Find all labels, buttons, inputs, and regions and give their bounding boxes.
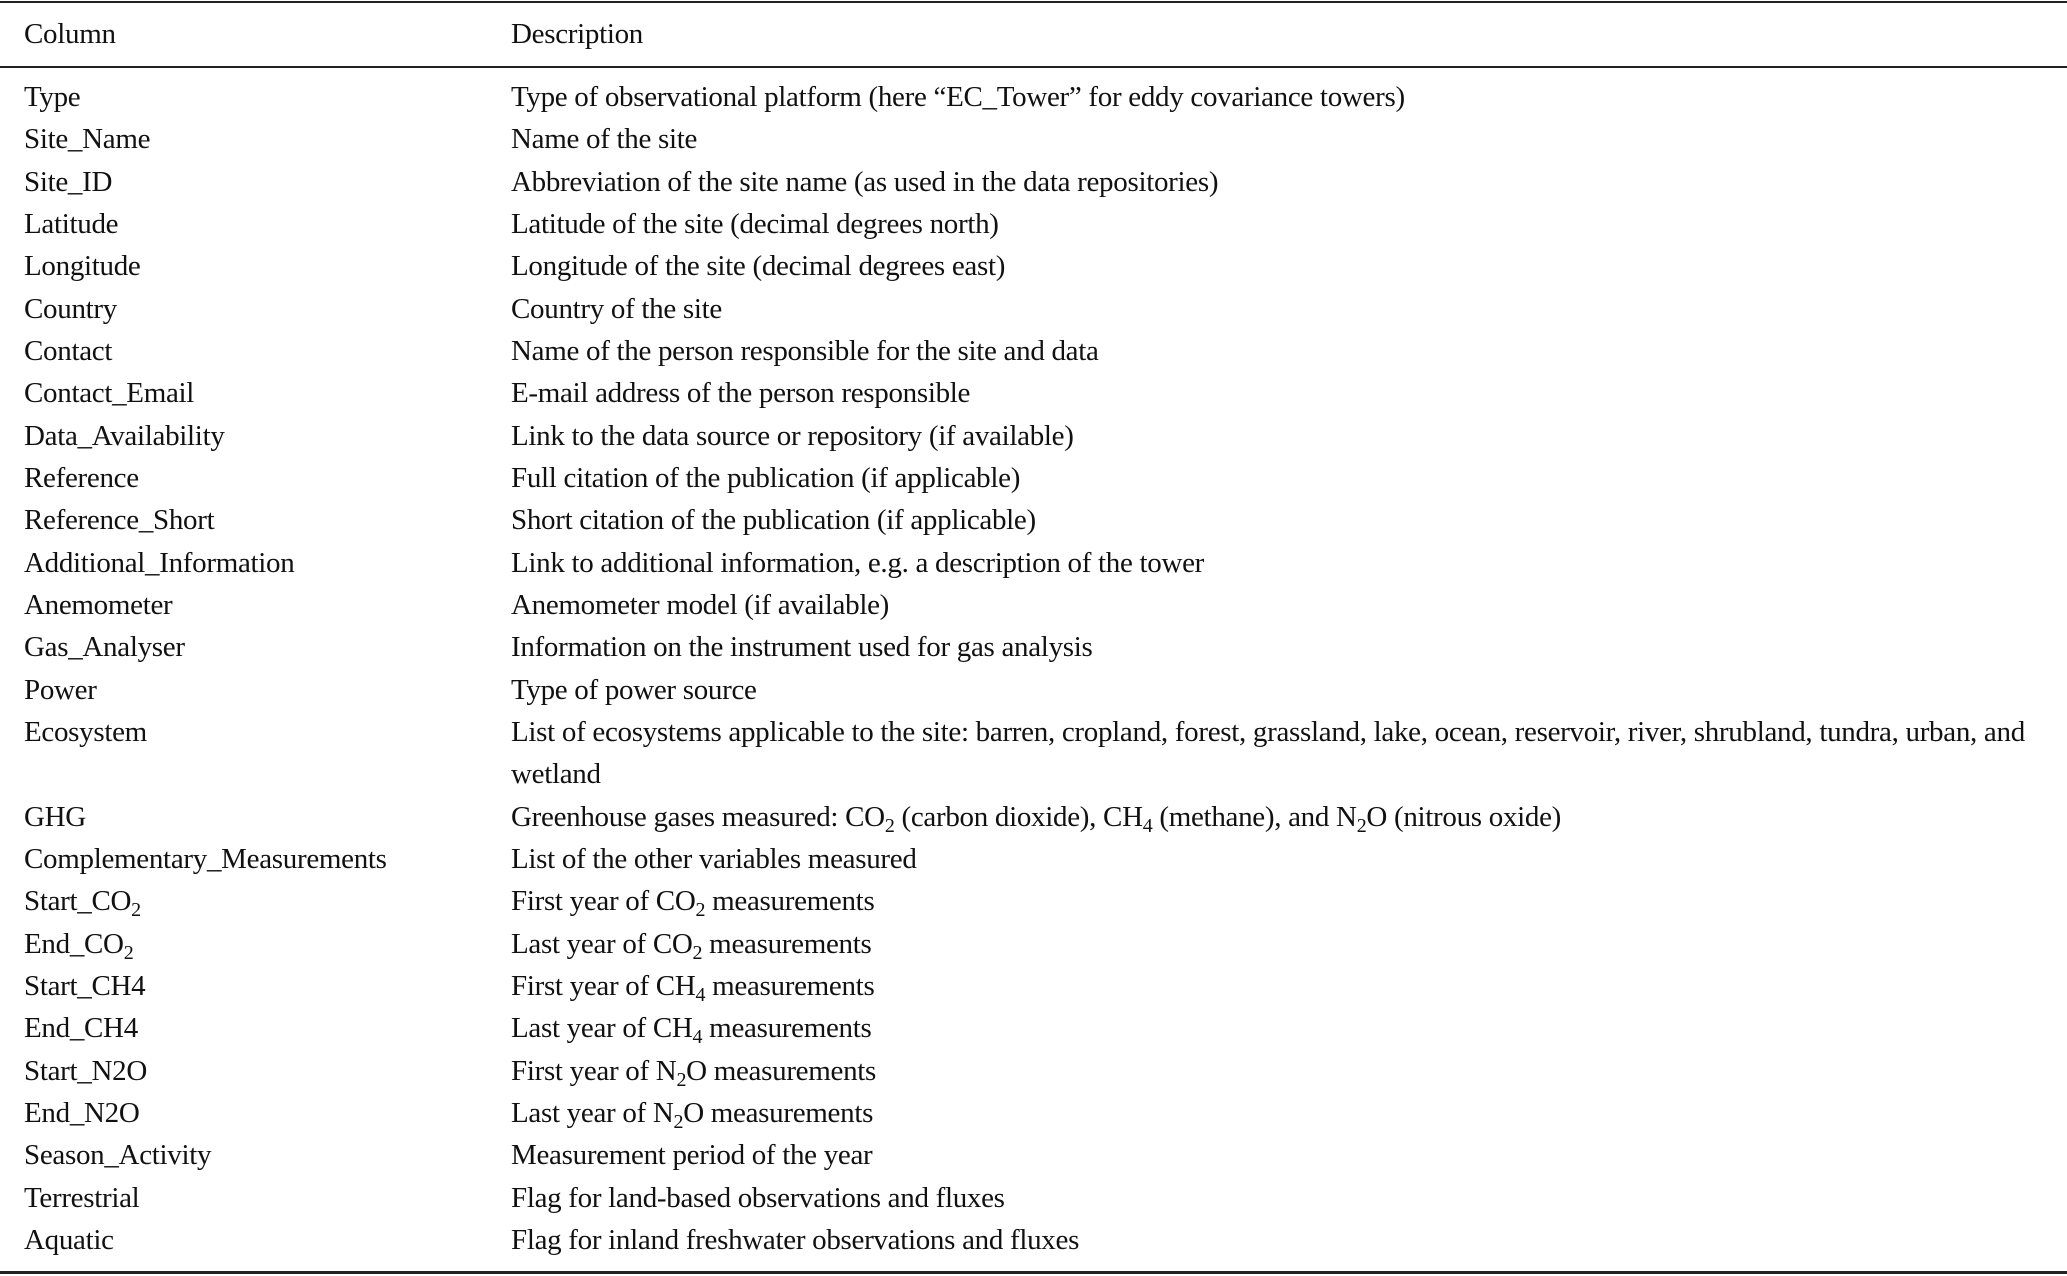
- table-row: [0, 542, 2067, 584]
- table-row: [0, 838, 2067, 880]
- column-name-cell: Site_ID: [24, 165, 113, 198]
- table-row: [0, 1134, 2067, 1176]
- column-name-cell: Data_Availability: [24, 419, 225, 452]
- table-row: [0, 796, 2067, 838]
- table-row: [0, 626, 2067, 668]
- description-cell: Anemometer model (if available): [511, 588, 890, 621]
- description-cell: [511, 880, 2031, 922]
- description-cell: Link to the data source or repository (if available): [511, 419, 1074, 452]
- text-run: measurements: [702, 1012, 872, 1045]
- text-run: O measurements: [683, 1096, 874, 1129]
- description-cell: Longitude of the site (decimal degrees east): [511, 250, 1006, 283]
- description-cell: Short citation of the publication (if applicable): [511, 504, 1036, 537]
- subscript: 4: [695, 983, 706, 1006]
- table-row: [0, 1177, 2067, 1219]
- subscript: 2: [131, 899, 141, 922]
- description-cell: Full citation of the publication (if applicable): [511, 461, 1021, 494]
- column-name-cell: Reference_Short: [24, 504, 215, 537]
- table-row: [0, 245, 2067, 287]
- table-top-rule: [0, 1, 2067, 3]
- text-run: Last year of CH: [511, 1012, 693, 1045]
- column-name-cell: Season_Activity: [24, 1139, 212, 1172]
- table-row: [0, 1092, 2067, 1134]
- table-row: [0, 76, 2067, 118]
- column-name-cell: Contact: [24, 334, 113, 367]
- subscript: 2: [673, 1110, 684, 1133]
- table-row: [0, 203, 2067, 245]
- column-name-cell: Complementary_Measurements: [24, 842, 387, 875]
- table-row: [0, 457, 2067, 499]
- text-run: O (nitrous oxide): [1366, 800, 1562, 833]
- table-row: [0, 1050, 2067, 1092]
- table-row: [0, 118, 2067, 160]
- column-name-cell: Contact_Email: [24, 377, 195, 410]
- text-run: measurements: [705, 885, 875, 918]
- table-row: [0, 669, 2067, 711]
- description-cell: [511, 1092, 2031, 1134]
- description-cell: Flag for inland freshwater observations and fluxes: [511, 1223, 1080, 1256]
- table-row: [0, 923, 2067, 965]
- description-cell: Information on the instrument used for gas analysis: [511, 631, 1093, 664]
- table-row: [0, 965, 2067, 1007]
- column-name-cell: Aquatic: [24, 1223, 114, 1256]
- header-column: Column: [24, 18, 116, 50]
- column-name-cell: Anemometer: [24, 588, 173, 621]
- text-run: Last year of N: [511, 1096, 674, 1129]
- column-name-cell: Latitude: [24, 207, 119, 240]
- description-cell: Name of the site: [511, 123, 698, 156]
- description-cell: Link to additional information, e.g. a description of the tower: [511, 546, 1205, 579]
- subscript: 2: [1356, 814, 1367, 837]
- description-cell: List of ecosystems applicable to the site: barren, cropland, forest, grassland, lake, ocean, reservoir, river, shrubland, tundra, urban, and wetland: [511, 715, 2025, 791]
- description-cell: Flag for land-based observations and fluxes: [511, 1181, 1005, 1214]
- subscript: 4: [692, 1026, 703, 1049]
- subscript: 2: [123, 941, 134, 964]
- table-row: [0, 584, 2067, 626]
- text-run: First year of CO: [511, 885, 696, 918]
- text-run: Greenhouse gases measured: CO: [511, 800, 885, 833]
- text-run: measurements: [705, 969, 875, 1002]
- table-row: [0, 372, 2067, 414]
- table-row: [0, 288, 2067, 330]
- table-bottom-rule: [0, 1271, 2067, 1274]
- column-name-cell: Type: [24, 81, 81, 113]
- description-cell: [511, 796, 2031, 838]
- column-name-cell: Site_Name: [24, 123, 151, 156]
- description-cell: Type of observational platform (here “EC_Tower” for eddy covariance towers): [511, 81, 1405, 113]
- description-cell: [511, 1007, 2031, 1049]
- table-row: [0, 1007, 2067, 1049]
- description-cell: Type of power source: [511, 673, 757, 706]
- column-name-cell: End_N2O: [24, 1096, 140, 1129]
- table-row: [0, 499, 2067, 541]
- table-row: [0, 711, 2067, 796]
- description-cell: Country of the site: [511, 292, 722, 325]
- description-cell: [511, 923, 2031, 965]
- subscript: 2: [692, 941, 703, 964]
- description-cell: [511, 965, 2031, 1007]
- text-run: End_CO: [24, 927, 124, 960]
- subscript: 2: [884, 814, 895, 837]
- table-row: [0, 330, 2067, 372]
- text-run: First year of CH: [511, 969, 696, 1002]
- text-run: (methane), and N: [1152, 800, 1357, 833]
- column-name-cell: GHG: [24, 800, 86, 833]
- column-name-cell: Reference: [24, 461, 139, 494]
- column-name-cell: Start_CH4: [24, 969, 146, 1002]
- column-name-cell: Terrestrial: [24, 1181, 140, 1214]
- text-run: O measurements: [686, 1054, 877, 1087]
- column-name-cell: Ecosystem: [24, 715, 147, 748]
- text-run: Start_CO: [24, 885, 132, 918]
- description-cell: E-mail address of the person responsible: [511, 377, 971, 410]
- text-run: measurements: [702, 927, 872, 960]
- column-name-cell: Longitude: [24, 250, 141, 283]
- description-cell: Abbreviation of the site name (as used in the data repositories): [511, 165, 1219, 198]
- column-name-cell: Country: [24, 292, 117, 325]
- table-header-rule: [0, 66, 2067, 68]
- subscript: 4: [1142, 814, 1153, 837]
- subscript: 2: [676, 1068, 687, 1091]
- column-name-cell: Additional_Information: [24, 546, 295, 579]
- subscript: 2: [695, 899, 706, 922]
- description-cell: Measurement period of the year: [511, 1139, 873, 1172]
- table-row: [0, 415, 2067, 457]
- text-run: First year of N: [511, 1054, 677, 1087]
- table-body: [0, 76, 2067, 1261]
- column-name-cell: Gas_Analyser: [24, 631, 185, 664]
- text-run: Last year of CO: [511, 927, 693, 960]
- description-cell: Name of the person responsible for the site and data: [511, 334, 1099, 367]
- column-name-cell: End_CH4: [24, 1012, 138, 1045]
- table-row: [0, 880, 2067, 922]
- text-run: (carbon dioxide), CH: [894, 800, 1143, 833]
- table-row: [0, 1219, 2067, 1261]
- column-name-cell: Power: [24, 673, 97, 706]
- header-description: Description: [511, 18, 644, 50]
- description-cell: List of the other variables measured: [511, 842, 917, 875]
- column-name-cell: [0, 923, 511, 965]
- description-cell: Latitude of the site (decimal degrees north): [511, 207, 999, 240]
- column-name-cell: Start_N2O: [24, 1054, 147, 1087]
- description-cell: [511, 1050, 2031, 1092]
- column-name-cell: [0, 880, 511, 922]
- table-row: [0, 161, 2067, 203]
